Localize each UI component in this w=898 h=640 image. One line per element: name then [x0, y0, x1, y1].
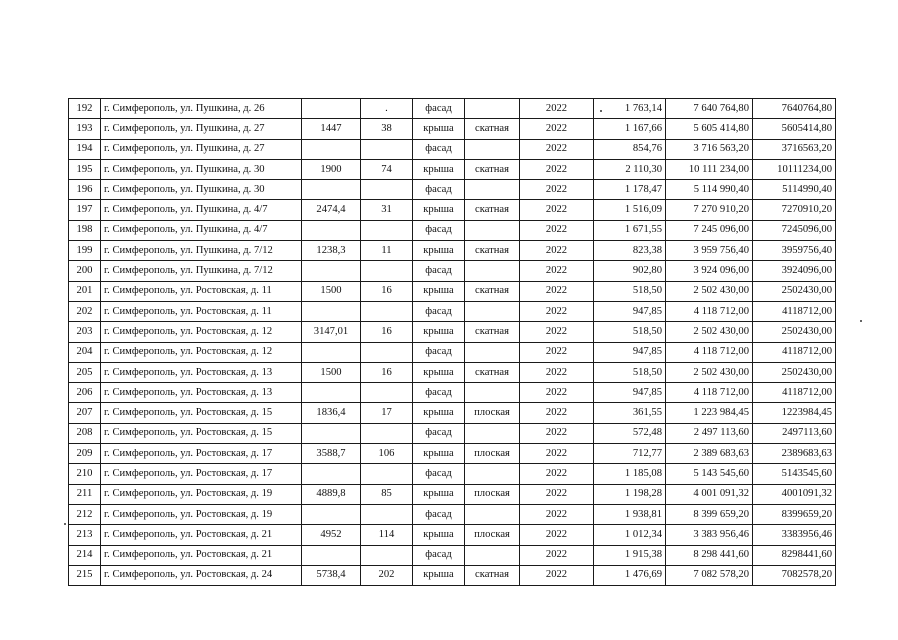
cell-work-type: крыша	[413, 525, 465, 545]
table-row	[69, 423, 836, 443]
cell-total: 10111234,00	[753, 159, 836, 179]
cell-year: 2022	[520, 423, 594, 443]
cell-work-type: фасад	[413, 545, 465, 565]
cell-address: г. Симферополь, ул. Пушкина, д. 4/7	[101, 200, 302, 220]
cell-cost: 7 270 910,20	[666, 200, 753, 220]
cell-cost: 1 223 984,45	[666, 403, 753, 423]
cell-address: г. Симферополь, ул. Ростовская, д. 15	[101, 423, 302, 443]
cell-flats-count: 38	[361, 119, 413, 139]
table-row	[69, 403, 836, 423]
cell-year: 2022	[520, 220, 594, 240]
cell-flats-count: .	[361, 99, 413, 119]
cell-address: г. Симферополь, ул. Пушкина, д. 30	[101, 180, 302, 200]
cell-total: 4118712,00	[753, 383, 836, 403]
cell-work-type: крыша	[413, 444, 465, 464]
cell-address: г. Симферополь, ул. Ростовская, д. 15	[101, 403, 302, 423]
cell-address: г. Симферополь, ул. Ростовская, д. 13	[101, 362, 302, 382]
cell-work-type: фасад	[413, 342, 465, 362]
cell-row-number: 199	[69, 241, 101, 261]
cell-total: 7082578,20	[753, 565, 836, 585]
cell-work-type: крыша	[413, 565, 465, 585]
cell-work-type: фасад	[413, 383, 465, 403]
cell-area: 4952	[302, 525, 361, 545]
cell-address: г. Симферополь, ул. Ростовская, д. 17	[101, 444, 302, 464]
table-row	[69, 464, 836, 484]
cell-flats-count: 17	[361, 403, 413, 423]
cell-cost: 3 959 756,40	[666, 241, 753, 261]
cell-area	[302, 99, 361, 119]
cell-area: 1500	[302, 362, 361, 382]
cell-unit-price: 2 110,30	[594, 159, 666, 179]
scan-speck	[64, 523, 66, 525]
cell-unit-price: 1 915,38	[594, 545, 666, 565]
table-row	[69, 200, 836, 220]
cell-area	[302, 464, 361, 484]
table-row	[69, 484, 836, 504]
cell-flats-count: 11	[361, 241, 413, 261]
cell-row-number: 212	[69, 504, 101, 524]
cell-row-number: 210	[69, 464, 101, 484]
cell-cost: 4 118 712,00	[666, 383, 753, 403]
cell-row-number: 195	[69, 159, 101, 179]
cell-row-number: 194	[69, 139, 101, 159]
cell-row-number: 213	[69, 525, 101, 545]
cell-total: 3959756,40	[753, 241, 836, 261]
cell-cost: 8 298 441,60	[666, 545, 753, 565]
cell-year: 2022	[520, 565, 594, 585]
table-row	[69, 322, 836, 342]
cell-row-number: 192	[69, 99, 101, 119]
cell-unit-price: 518,50	[594, 322, 666, 342]
cell-work-type: крыша	[413, 159, 465, 179]
cell-flats-count: 16	[361, 362, 413, 382]
cell-row-number: 193	[69, 119, 101, 139]
cell-flats-count: 16	[361, 281, 413, 301]
cell-year: 2022	[520, 484, 594, 504]
cell-row-number: 198	[69, 220, 101, 240]
cell-cost: 3 383 956,46	[666, 525, 753, 545]
cell-address: г. Симферополь, ул. Ростовская, д. 19	[101, 484, 302, 504]
cell-roof-type	[465, 464, 520, 484]
cell-flats-count	[361, 383, 413, 403]
cell-cost: 2 389 683,63	[666, 444, 753, 464]
cell-year: 2022	[520, 119, 594, 139]
cell-work-type: крыша	[413, 241, 465, 261]
cell-roof-type: плоская	[465, 444, 520, 464]
cell-address: г. Симферополь, ул. Ростовская, д. 12	[101, 322, 302, 342]
table-row	[69, 241, 836, 261]
cell-cost: 4 001 091,32	[666, 484, 753, 504]
cell-unit-price: 1 763,14	[594, 99, 666, 119]
cell-year: 2022	[520, 99, 594, 119]
cell-total: 7270910,20	[753, 200, 836, 220]
cell-unit-price: 518,50	[594, 281, 666, 301]
table-row	[69, 220, 836, 240]
cell-year: 2022	[520, 281, 594, 301]
cell-cost: 5 605 414,80	[666, 119, 753, 139]
cell-address: г. Симферополь, ул. Пушкина, д. 27	[101, 139, 302, 159]
cell-year: 2022	[520, 504, 594, 524]
cell-roof-type	[465, 139, 520, 159]
cell-total: 2389683,63	[753, 444, 836, 464]
cell-roof-type	[465, 261, 520, 281]
cell-total: 4118712,00	[753, 342, 836, 362]
cell-unit-price: 947,85	[594, 342, 666, 362]
cell-area: 3588,7	[302, 444, 361, 464]
cell-year: 2022	[520, 261, 594, 281]
cell-year: 2022	[520, 525, 594, 545]
cell-work-type: фасад	[413, 423, 465, 443]
cell-row-number: 214	[69, 545, 101, 565]
cell-unit-price: 1 938,81	[594, 504, 666, 524]
cell-work-type: крыша	[413, 362, 465, 382]
cell-area	[302, 383, 361, 403]
cell-area: 1447	[302, 119, 361, 139]
cell-address: г. Симферополь, ул. Пушкина, д. 30	[101, 159, 302, 179]
cell-roof-type: плоская	[465, 403, 520, 423]
cell-year: 2022	[520, 362, 594, 382]
cell-unit-price: 1 178,47	[594, 180, 666, 200]
cell-unit-price: 1 476,69	[594, 565, 666, 585]
cell-address: г. Симферополь, ул. Ростовская, д. 21	[101, 545, 302, 565]
cell-roof-type	[465, 504, 520, 524]
cell-row-number: 211	[69, 484, 101, 504]
cell-unit-price: 902,80	[594, 261, 666, 281]
cell-roof-type: скатная	[465, 119, 520, 139]
cell-cost: 2 502 430,00	[666, 281, 753, 301]
cell-work-type: фасад	[413, 504, 465, 524]
cell-roof-type: плоская	[465, 484, 520, 504]
cell-area	[302, 139, 361, 159]
cell-roof-type: скатная	[465, 362, 520, 382]
cell-roof-type: скатная	[465, 241, 520, 261]
table-row	[69, 99, 836, 119]
cell-area	[302, 261, 361, 281]
cell-unit-price: 1 167,66	[594, 119, 666, 139]
cell-cost: 2 497 113,60	[666, 423, 753, 443]
cell-work-type: крыша	[413, 403, 465, 423]
cell-cost: 3 716 563,20	[666, 139, 753, 159]
cell-year: 2022	[520, 200, 594, 220]
scan-speck	[860, 320, 862, 322]
cell-unit-price: 1 012,34	[594, 525, 666, 545]
cell-cost: 2 502 430,00	[666, 322, 753, 342]
cell-roof-type	[465, 342, 520, 362]
cell-roof-type	[465, 545, 520, 565]
cell-row-number: 200	[69, 261, 101, 281]
cell-area	[302, 180, 361, 200]
table-row	[69, 159, 836, 179]
cell-area: 4889,8	[302, 484, 361, 504]
cell-row-number: 207	[69, 403, 101, 423]
cell-flats-count: 106	[361, 444, 413, 464]
cell-cost: 5 143 545,60	[666, 464, 753, 484]
cell-cost: 4 118 712,00	[666, 342, 753, 362]
cell-roof-type	[465, 220, 520, 240]
table-row	[69, 362, 836, 382]
cell-roof-type	[465, 423, 520, 443]
cell-address: г. Симферополь, ул. Ростовская, д. 19	[101, 504, 302, 524]
cell-cost: 7 082 578,20	[666, 565, 753, 585]
cell-address: г. Симферополь, ул. Ростовская, д. 17	[101, 464, 302, 484]
cell-work-type: фасад	[413, 261, 465, 281]
cell-total: 7245096,00	[753, 220, 836, 240]
cell-flats-count	[361, 180, 413, 200]
table-row	[69, 261, 836, 281]
cell-year: 2022	[520, 301, 594, 321]
cell-unit-price: 854,76	[594, 139, 666, 159]
cell-roof-type	[465, 99, 520, 119]
cell-unit-price: 947,85	[594, 383, 666, 403]
cell-area: 1238,3	[302, 241, 361, 261]
cell-total: 4001091,32	[753, 484, 836, 504]
cell-unit-price: 1 671,55	[594, 220, 666, 240]
cell-cost: 8 399 659,20	[666, 504, 753, 524]
cell-roof-type	[465, 301, 520, 321]
cell-area	[302, 342, 361, 362]
cell-year: 2022	[520, 444, 594, 464]
cell-total: 3383956,46	[753, 525, 836, 545]
cell-total: 1223984,45	[753, 403, 836, 423]
cell-area: 1836,4	[302, 403, 361, 423]
cell-area: 1500	[302, 281, 361, 301]
cell-cost: 2 502 430,00	[666, 362, 753, 382]
cell-area	[302, 301, 361, 321]
cell-row-number: 208	[69, 423, 101, 443]
cell-roof-type	[465, 383, 520, 403]
cell-total: 5605414,80	[753, 119, 836, 139]
cell-year: 2022	[520, 545, 594, 565]
cell-flats-count: 74	[361, 159, 413, 179]
cell-flats-count: 85	[361, 484, 413, 504]
cell-work-type: фасад	[413, 464, 465, 484]
cell-unit-price: 947,85	[594, 301, 666, 321]
cell-flats-count: 114	[361, 525, 413, 545]
cell-roof-type: скатная	[465, 322, 520, 342]
cell-total: 2502430,00	[753, 322, 836, 342]
cell-cost: 3 924 096,00	[666, 261, 753, 281]
table-row	[69, 444, 836, 464]
cell-row-number: 205	[69, 362, 101, 382]
cell-address: г. Симферополь, ул. Пушкина, д. 27	[101, 119, 302, 139]
cell-roof-type: плоская	[465, 525, 520, 545]
cell-address: г. Симферополь, ул. Ростовская, д. 12	[101, 342, 302, 362]
cell-total: 3716563,20	[753, 139, 836, 159]
cell-total: 2502430,00	[753, 281, 836, 301]
cell-area	[302, 423, 361, 443]
cell-flats-count	[361, 504, 413, 524]
cell-total: 7640764,80	[753, 99, 836, 119]
cell-unit-price: 1 516,09	[594, 200, 666, 220]
cell-work-type: крыша	[413, 200, 465, 220]
cell-address: г. Симферополь, ул. Пушкина, д. 7/12	[101, 261, 302, 281]
cell-year: 2022	[520, 403, 594, 423]
table-row	[69, 565, 836, 585]
cell-area	[302, 504, 361, 524]
cell-total: 8399659,20	[753, 504, 836, 524]
cell-unit-price: 1 198,28	[594, 484, 666, 504]
cell-work-type: фасад	[413, 99, 465, 119]
cell-roof-type	[465, 180, 520, 200]
cell-unit-price: 823,38	[594, 241, 666, 261]
cell-year: 2022	[520, 180, 594, 200]
cell-flats-count	[361, 139, 413, 159]
scan-speck	[600, 110, 602, 112]
cell-year: 2022	[520, 241, 594, 261]
cell-address: г. Симферополь, ул. Ростовская, д. 21	[101, 525, 302, 545]
cell-roof-type: скатная	[465, 200, 520, 220]
cell-address: г. Симферополь, ул. Ростовская, д. 11	[101, 301, 302, 321]
cell-address: г. Симферополь, ул. Пушкина, д. 4/7	[101, 220, 302, 240]
cell-cost: 7 640 764,80	[666, 99, 753, 119]
cell-area: 5738,4	[302, 565, 361, 585]
cell-work-type: фасад	[413, 301, 465, 321]
table-row	[69, 545, 836, 565]
cell-unit-price: 518,50	[594, 362, 666, 382]
cell-area	[302, 545, 361, 565]
cell-year: 2022	[520, 464, 594, 484]
cell-year: 2022	[520, 139, 594, 159]
cell-work-type: крыша	[413, 322, 465, 342]
cell-unit-price: 1 185,08	[594, 464, 666, 484]
cell-unit-price: 572,48	[594, 423, 666, 443]
cell-address: г. Симферополь, ул. Пушкина, д. 7/12	[101, 241, 302, 261]
cell-row-number: 202	[69, 301, 101, 321]
cell-year: 2022	[520, 383, 594, 403]
cell-row-number: 197	[69, 200, 101, 220]
cell-row-number: 206	[69, 383, 101, 403]
table-row	[69, 139, 836, 159]
cell-area	[302, 220, 361, 240]
table-row	[69, 281, 836, 301]
cell-year: 2022	[520, 159, 594, 179]
cell-total: 4118712,00	[753, 301, 836, 321]
table-row	[69, 119, 836, 139]
cell-row-number: 204	[69, 342, 101, 362]
cell-flats-count	[361, 423, 413, 443]
cell-area: 2474,4	[302, 200, 361, 220]
cell-total: 5143545,60	[753, 464, 836, 484]
cell-cost: 10 111 234,00	[666, 159, 753, 179]
cell-row-number: 215	[69, 565, 101, 585]
cell-roof-type: скатная	[465, 565, 520, 585]
cell-total: 8298441,60	[753, 545, 836, 565]
cell-flats-count	[361, 261, 413, 281]
cell-flats-count	[361, 464, 413, 484]
cell-unit-price: 361,55	[594, 403, 666, 423]
cell-work-type: фасад	[413, 139, 465, 159]
cell-area: 3147,01	[302, 322, 361, 342]
cell-work-type: крыша	[413, 484, 465, 504]
cell-year: 2022	[520, 342, 594, 362]
cell-total: 2502430,00	[753, 362, 836, 382]
cell-cost: 4 118 712,00	[666, 301, 753, 321]
cell-roof-type: скатная	[465, 281, 520, 301]
cell-row-number: 196	[69, 180, 101, 200]
cell-flats-count	[361, 220, 413, 240]
cell-flats-count	[361, 301, 413, 321]
cell-address: г. Симферополь, ул. Ростовская, д. 24	[101, 565, 302, 585]
cell-total: 5114990,40	[753, 180, 836, 200]
cell-year: 2022	[520, 322, 594, 342]
cell-row-number: 201	[69, 281, 101, 301]
cell-work-type: крыша	[413, 119, 465, 139]
cell-roof-type: скатная	[465, 159, 520, 179]
cell-address: г. Симферополь, ул. Ростовская, д. 13	[101, 383, 302, 403]
table-row	[69, 342, 836, 362]
cell-total: 3924096,00	[753, 261, 836, 281]
cell-area: 1900	[302, 159, 361, 179]
table-row	[69, 504, 836, 524]
cell-flats-count: 31	[361, 200, 413, 220]
cell-total: 2497113,60	[753, 423, 836, 443]
cell-cost: 5 114 990,40	[666, 180, 753, 200]
cell-row-number: 209	[69, 444, 101, 464]
cell-flats-count	[361, 342, 413, 362]
cell-address: г. Симферополь, ул. Ростовская, д. 11	[101, 281, 302, 301]
table-row	[69, 525, 836, 545]
cell-work-type: фасад	[413, 220, 465, 240]
cell-flats-count: 16	[361, 322, 413, 342]
table-row	[69, 301, 836, 321]
cell-address: г. Симферополь, ул. Пушкина, д. 26	[101, 99, 302, 119]
cell-work-type: крыша	[413, 281, 465, 301]
cell-row-number: 203	[69, 322, 101, 342]
table-row	[69, 180, 836, 200]
cell-work-type: фасад	[413, 180, 465, 200]
cell-unit-price: 712,77	[594, 444, 666, 464]
table-row	[69, 383, 836, 403]
cell-cost: 7 245 096,00	[666, 220, 753, 240]
repair-register-table	[68, 98, 836, 586]
cell-flats-count	[361, 545, 413, 565]
table-body	[69, 99, 836, 586]
cell-flats-count: 202	[361, 565, 413, 585]
